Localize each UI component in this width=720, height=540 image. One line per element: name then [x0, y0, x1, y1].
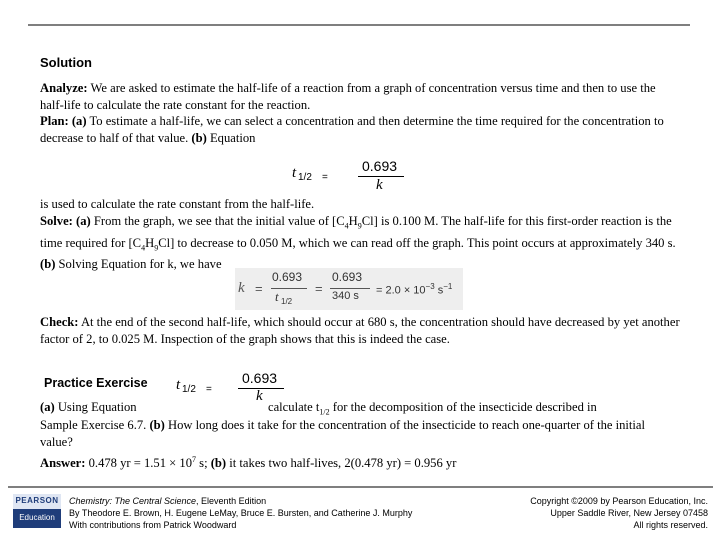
eq2-numerator-2: 0.693: [332, 270, 363, 284]
solve-text-3: Cl] to decrease to 0.050 M, which we can read off the graph. This point occurs at approximately 340 s.: [158, 235, 676, 250]
practice-line-1b: [268, 400, 597, 417]
footer-copyright: [530, 495, 708, 531]
solve-a-label: (a): [72, 214, 91, 228]
copyright-line: Copyright ©2009 by Pearson Education, Inc.: [530, 496, 708, 506]
eq1-equals: =: [322, 172, 328, 183]
top-divider: [28, 24, 690, 26]
plan-a-label: (a): [68, 114, 87, 128]
practice-eq-numerator: 0.693: [242, 370, 278, 386]
check-paragraph: [40, 314, 680, 348]
practice-line2-rest: How long does it take for the concentration of the insecticide to reach one-quarter of the initial value?: [40, 418, 646, 449]
eq1-sub: 1/2: [298, 172, 312, 183]
check-label: Check:: [40, 315, 79, 329]
eq1-t: t: [292, 165, 297, 181]
practice-answer: [40, 451, 680, 472]
eq2-fraction-bar-2: [330, 288, 370, 289]
footer-credits: [69, 495, 412, 531]
practice-line-1a: [40, 400, 137, 415]
solve-text-1: From the graph, we see that the initial value of [C: [90, 214, 345, 228]
practice-eq-t: t: [176, 377, 181, 393]
plan-a-text: To estimate a half-life, we can select a concentration and then determine the time required for the concentration to decrease to half of that value.: [40, 114, 664, 145]
practice-line1-end: calculate t: [268, 400, 320, 414]
answer-label: Answer:: [40, 456, 86, 471]
solve-text-4: Solving Equation for k, we have: [55, 257, 222, 272]
bottom-divider: [8, 486, 713, 488]
rate-constant-equation: [235, 268, 463, 310]
eq2-result-value: = 2.0 × 10: [376, 284, 426, 297]
solve-h: H: [348, 214, 358, 228]
pearson-logo: [13, 494, 61, 528]
eq2-equals-2: =: [315, 281, 323, 296]
practice-b-label: (b): [149, 418, 165, 432]
education-logo-word: Education: [19, 513, 55, 522]
practice-line1-start: Using Equation: [54, 400, 137, 414]
plan-paragraph: [40, 113, 680, 147]
book-title: Chemistry: The Central Science: [69, 496, 197, 506]
solve-sub-9: 9: [357, 221, 362, 231]
solve-b-label: (b): [40, 257, 56, 272]
eq1-numerator: 0.693: [362, 158, 398, 174]
eq2-k: k: [238, 280, 245, 296]
book-edition: , Eleventh Edition: [196, 496, 267, 506]
eq2-numerator-1: 0.693: [272, 270, 303, 284]
solve-paragraph: [40, 213, 680, 273]
plan-b-text: Equation: [206, 131, 256, 145]
practice-line1-rest: for the decomposition of the insecticide described in: [329, 400, 597, 414]
practice-eq-denominator: k: [256, 388, 263, 404]
practice-eq-equals: =: [206, 384, 212, 395]
address-line: Upper Saddle River, New Jersey 07458: [550, 508, 708, 518]
eq2-result-unit: s: [434, 284, 444, 297]
after-equation-text: is used to calculate the rate constant from the half-life.: [40, 197, 315, 211]
practice-line2-start: Sample Exercise 6.7.: [40, 418, 150, 432]
practice-line-2: [40, 417, 680, 451]
rights-line: All rights reserved.: [633, 520, 708, 530]
answer-exponent: 7: [192, 455, 197, 464]
footer-contrib: With contributions from Patrick Woodward: [69, 520, 237, 530]
eq2-denominator-1-sub: 1/2: [281, 297, 293, 306]
plan-label: Plan:: [40, 114, 69, 128]
footer-authors: By Theodore E. Brown, H. Eugene LeMay, Bruce E. Bursten, and Catherine J. Murphy: [69, 508, 413, 518]
answer-text: 0.478 yr = 1.51 × 10: [85, 456, 193, 471]
practice-eq-sub: 1/2: [182, 384, 196, 395]
answer-mid: s;: [196, 456, 211, 471]
solve-text-2: Cl] is 0.100 M. The half-life for this first-order reaction is the time required for [C: [40, 214, 672, 250]
solve-sub-9b: 9: [154, 243, 159, 253]
eq2-unit-exponent: −1: [443, 282, 453, 291]
solve-h-b: H: [145, 235, 155, 250]
practice-line1-sub: 1/2: [319, 407, 330, 417]
eq2-denominator-1: t: [275, 289, 279, 304]
solve-sub-4b: 4: [141, 243, 146, 253]
check-text: At the end of the second half-life, which should occur at 680 s, the concentration should have decreased by yet another factor of 2, to 0.025 M. Inspection of the graph shows that this is indeed the case.: [40, 315, 680, 346]
eq2-equals-1: =: [255, 281, 263, 296]
eq2-result-exponent: −3: [425, 282, 435, 291]
plan-b-label: (b): [188, 131, 207, 145]
eq1-denominator: k: [376, 177, 383, 193]
solve-sub-4: 4: [344, 221, 349, 231]
analyze-paragraph: [40, 80, 680, 114]
eq2-result: [376, 282, 452, 297]
practice-a-label: (a): [40, 400, 55, 414]
answer-b-label: (b): [210, 456, 227, 471]
pearson-logo-word: PEARSON: [15, 496, 59, 505]
analyze-text: We are asked to estimate the half-life of a reaction from a graph of concentration versus time and then to use the half-life to calculate the rate constant for the reaction.: [40, 81, 656, 112]
solution-heading: Solution: [40, 55, 92, 70]
eq2-denominator-2: 340 s: [332, 290, 359, 302]
analyze-label: Analyze:: [40, 81, 88, 95]
solve-label: Solve:: [40, 214, 73, 228]
footer-book-title: [69, 495, 412, 507]
answer-end: it takes two half-lives, 2(0.478 yr) = 0.956 yr: [226, 456, 457, 471]
practice-heading: Practice Exercise: [44, 376, 148, 390]
